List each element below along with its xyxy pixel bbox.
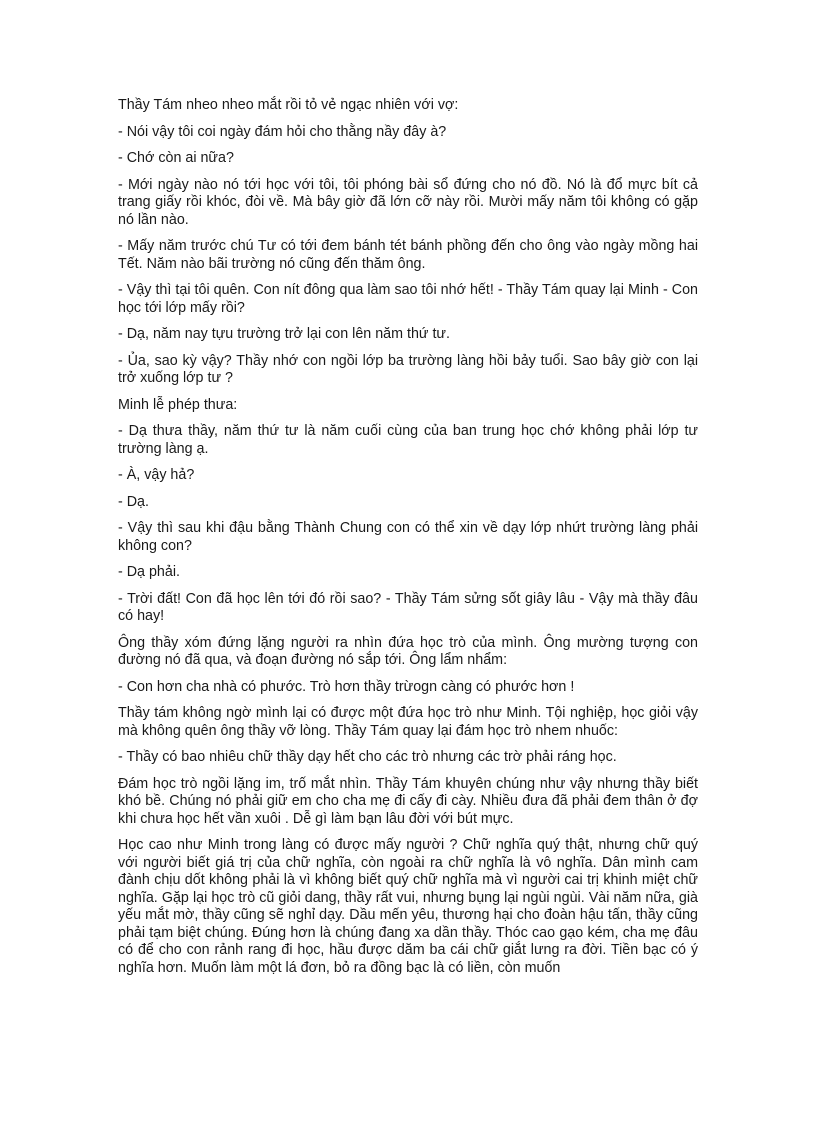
- paragraph: - Con hơn cha nhà có phước. Trò hơn thầy trừogn càng có phước hơn !: [118, 678, 575, 695]
- paragraph: - Dạ, năm nay tựu trường trở lại con lên năm thứ tư.: [118, 326, 450, 342]
- paragraph: - À, vậy hả?: [118, 467, 195, 483]
- paragraph: - Dạ.: [118, 493, 149, 510]
- paragraph: - Thầy có bao nhiêu chữ thầy dạy hết cho các trò nhưng các trờ phải ráng học.: [118, 749, 617, 765]
- paragraph: - Chớ còn ai nữa?: [118, 150, 234, 166]
- paragraph: - Trời đất! Con đã học lên tới đó rồi sao? - Thầy Tám sửng sốt giây lâu - Vậy mà thầy đâu có hay!: [118, 590, 698, 624]
- paragraph: Thầy Tám nheo nheo mắt rồi tỏ vẻ ngạc nhiên với vợ:: [118, 97, 459, 113]
- document-body: [118, 97, 698, 986]
- paragraph: Ông thầy xóm đứng lặng người ra nhìn đứa học trò của mình. Ông mường tượng con đường nó đã qua, và đoạn đường nó sắp tới. Ông lẩm nhẩm:: [118, 634, 698, 668]
- paragraph: - Mấy năm trước chú Tư có tới đem bánh tét bánh phồng đến cho ông vào ngày mồng hai Tết. Năm nào bãi trường nó cũng đến thăm ông.: [118, 238, 698, 272]
- paragraph: Học cao như Minh trong làng có được mấy người ? Chữ nghĩa quý thật, nhưng chữ quý với người biết giá trị của chữ nghĩa, còn ngoài ra chữ nghĩa là vô nghĩa. Dân mình cam đành chịu dốt không phải là vì không biết quý chữ nghĩa mà vì người cai trị khinh miệt chữ nghĩa. Gặp lại học trò cũ giỏi dang, thầy rất vui, nhưng bụng lại ngùi ngùi. Vài năm nữa, già yếu mắt mờ, thầy cũng sẽ nghỉ dạy. Dầu mến yêu, thương hại cho đoàn hậu tấn, thầy cũng phải tạm biệt chúng. Đúng hơn là chúng đang xa dần thầy. Thóc cao gạo kém, cha mẹ đâu có để cho con rảnh rang đi học, hầu được dăm ba cái chữ giắt lưng ra đời. Tiền bạc có ý nghĩa hơn. Muốn làm một lá đơn, bỏ ra đồng bạc là có liền, còn muốn: [118, 837, 698, 976]
- paragraph: - Ủa, sao kỳ vậy? Thầy nhớ con ngồi lớp ba trường làng hồi bảy tuổi. Sao bây giờ con lại trở xuống lớp tư ?: [118, 352, 698, 386]
- paragraph: Thầy tám không ngờ mình lại có được một đứa học trò như Minh. Tội nghiệp, học giỏi vậy mà không quên ông thầy vỡ lòng. Thầy Tám quay lại đám học trò nhem nhuốc:: [118, 705, 698, 739]
- paragraph: - Vậy thì tại tôi quên. Con nít đông qua làm sao tôi nhớ hết! - Thầy Tám quay lại Minh - Con học tới lớp mấy rồi?: [118, 282, 698, 316]
- paragraph: - Dạ phải.: [118, 564, 180, 580]
- paragraph: Đám học trò ngồi lặng im, trố mắt nhìn. Thầy Tám khuyên chúng như vậy nhưng thầy biết khó bề. Chúng nó phải giữ em cho cha mẹ đi cấy đi cày. Nhiều đưa đã phải đem thân ở đợ khi chưa học hết vần xuôi . Dễ gì làm bạn lâu đời với bút mực.: [118, 775, 698, 827]
- paragraph: Minh lễ phép thưa:: [118, 396, 238, 413]
- paragraph: - Vậy thì sau khi đậu bằng Thành Chung con có thể xin về dạy lớp nhứt trường làng phải không con?: [118, 520, 698, 554]
- paragraph: - Nói vậy tôi coi ngày đám hỏi cho thằng nầy đây à?: [118, 123, 447, 140]
- paragraph: - Mới ngày nào nó tới học với tôi, tôi phóng bài sổ đứng cho nó đồ. Nó là đổ mực bít cả trang giấy rồi khóc, đòi về. Mà bây giờ đã lớn cỡ này rồi. Mười mấy năm tôi không có gặp nó lần nào.: [118, 176, 698, 228]
- paragraph: - Dạ thưa thầy, năm thứ tư là năm cuối cùng của ban trung học chớ không phải lớp tư trường làng ạ.: [118, 423, 698, 457]
